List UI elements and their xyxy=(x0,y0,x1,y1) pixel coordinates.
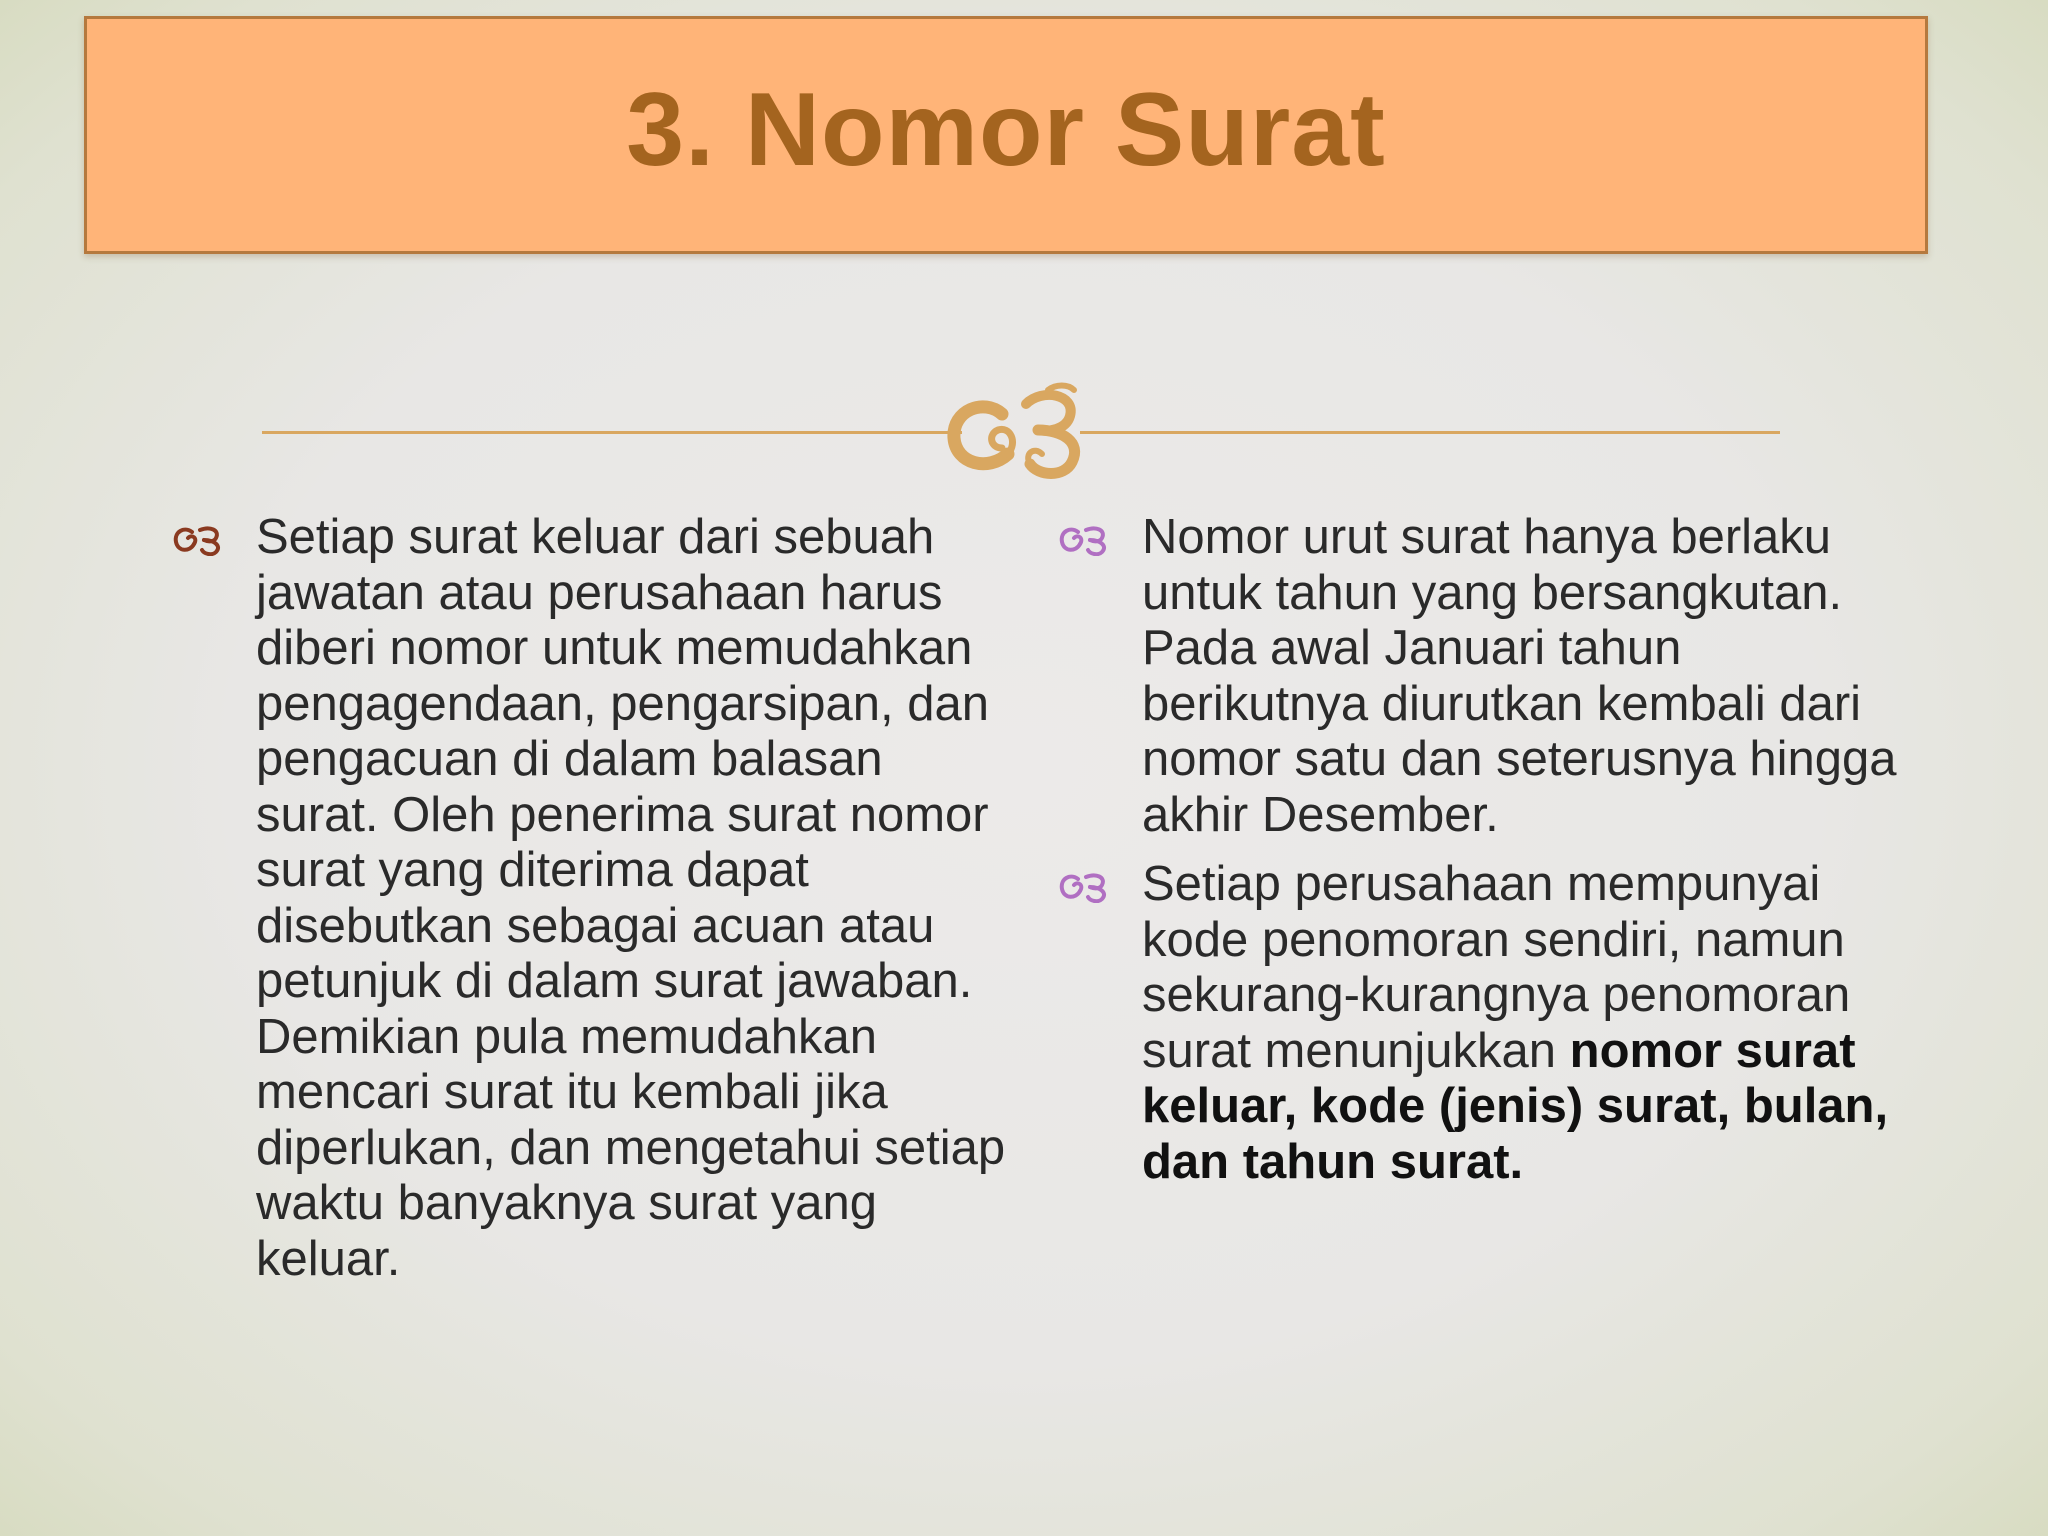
divider-line-right xyxy=(1080,431,1780,434)
bullet-bold-text: nomor surat keluar, kode (jenis) surat, bulan, dan tahun surat. xyxy=(1142,1023,1889,1189)
right-column xyxy=(1058,510,1898,1190)
bullet-text: Setiap perusahaan mempunyai kode penomoran sendiri, namun sekurang-kurangnya penomoran surat menunjukkan xyxy=(1142,857,1851,1078)
ornamental-bullet-icon xyxy=(1058,871,1110,903)
ornamental-bullet-icon xyxy=(172,524,224,556)
divider-line-left xyxy=(262,431,962,434)
bullet-item xyxy=(1058,510,1898,843)
bullet-text: Nomor urut surat hanya berlaku untuk tahun yang bersangkutan. Pada awal Januari tahun berikutnya diurutkan kembali dari nomor satu dan seterusnya hingga akhir Desember. xyxy=(1142,510,1897,842)
bullet-text: Setiap surat keluar dari sebuah jawatan atau perusahaan harus diberi nomor untuk memudahkan pengagendaan, pengarsipan, dan pengacuan di dalam balasan surat. Oleh penerima surat nomor surat yang diterima dapat disebutkan sebagai acuan atau petunjuk di dalam surat jawaban. Demikian pula memudahkan mencari surat itu kembali jika diperlukan, dan mengetahui setiap waktu banyaknya surat yang keluar. xyxy=(256,510,1006,1286)
flourish-ornament-icon xyxy=(944,380,1104,480)
title-banner xyxy=(84,16,1928,254)
bullet-item xyxy=(172,510,1012,1287)
slide-title: 3. Nomor Surat xyxy=(626,71,1386,188)
bullet-item xyxy=(1058,857,1898,1190)
ornamental-bullet-icon xyxy=(1058,524,1110,556)
left-column xyxy=(172,510,1012,1287)
